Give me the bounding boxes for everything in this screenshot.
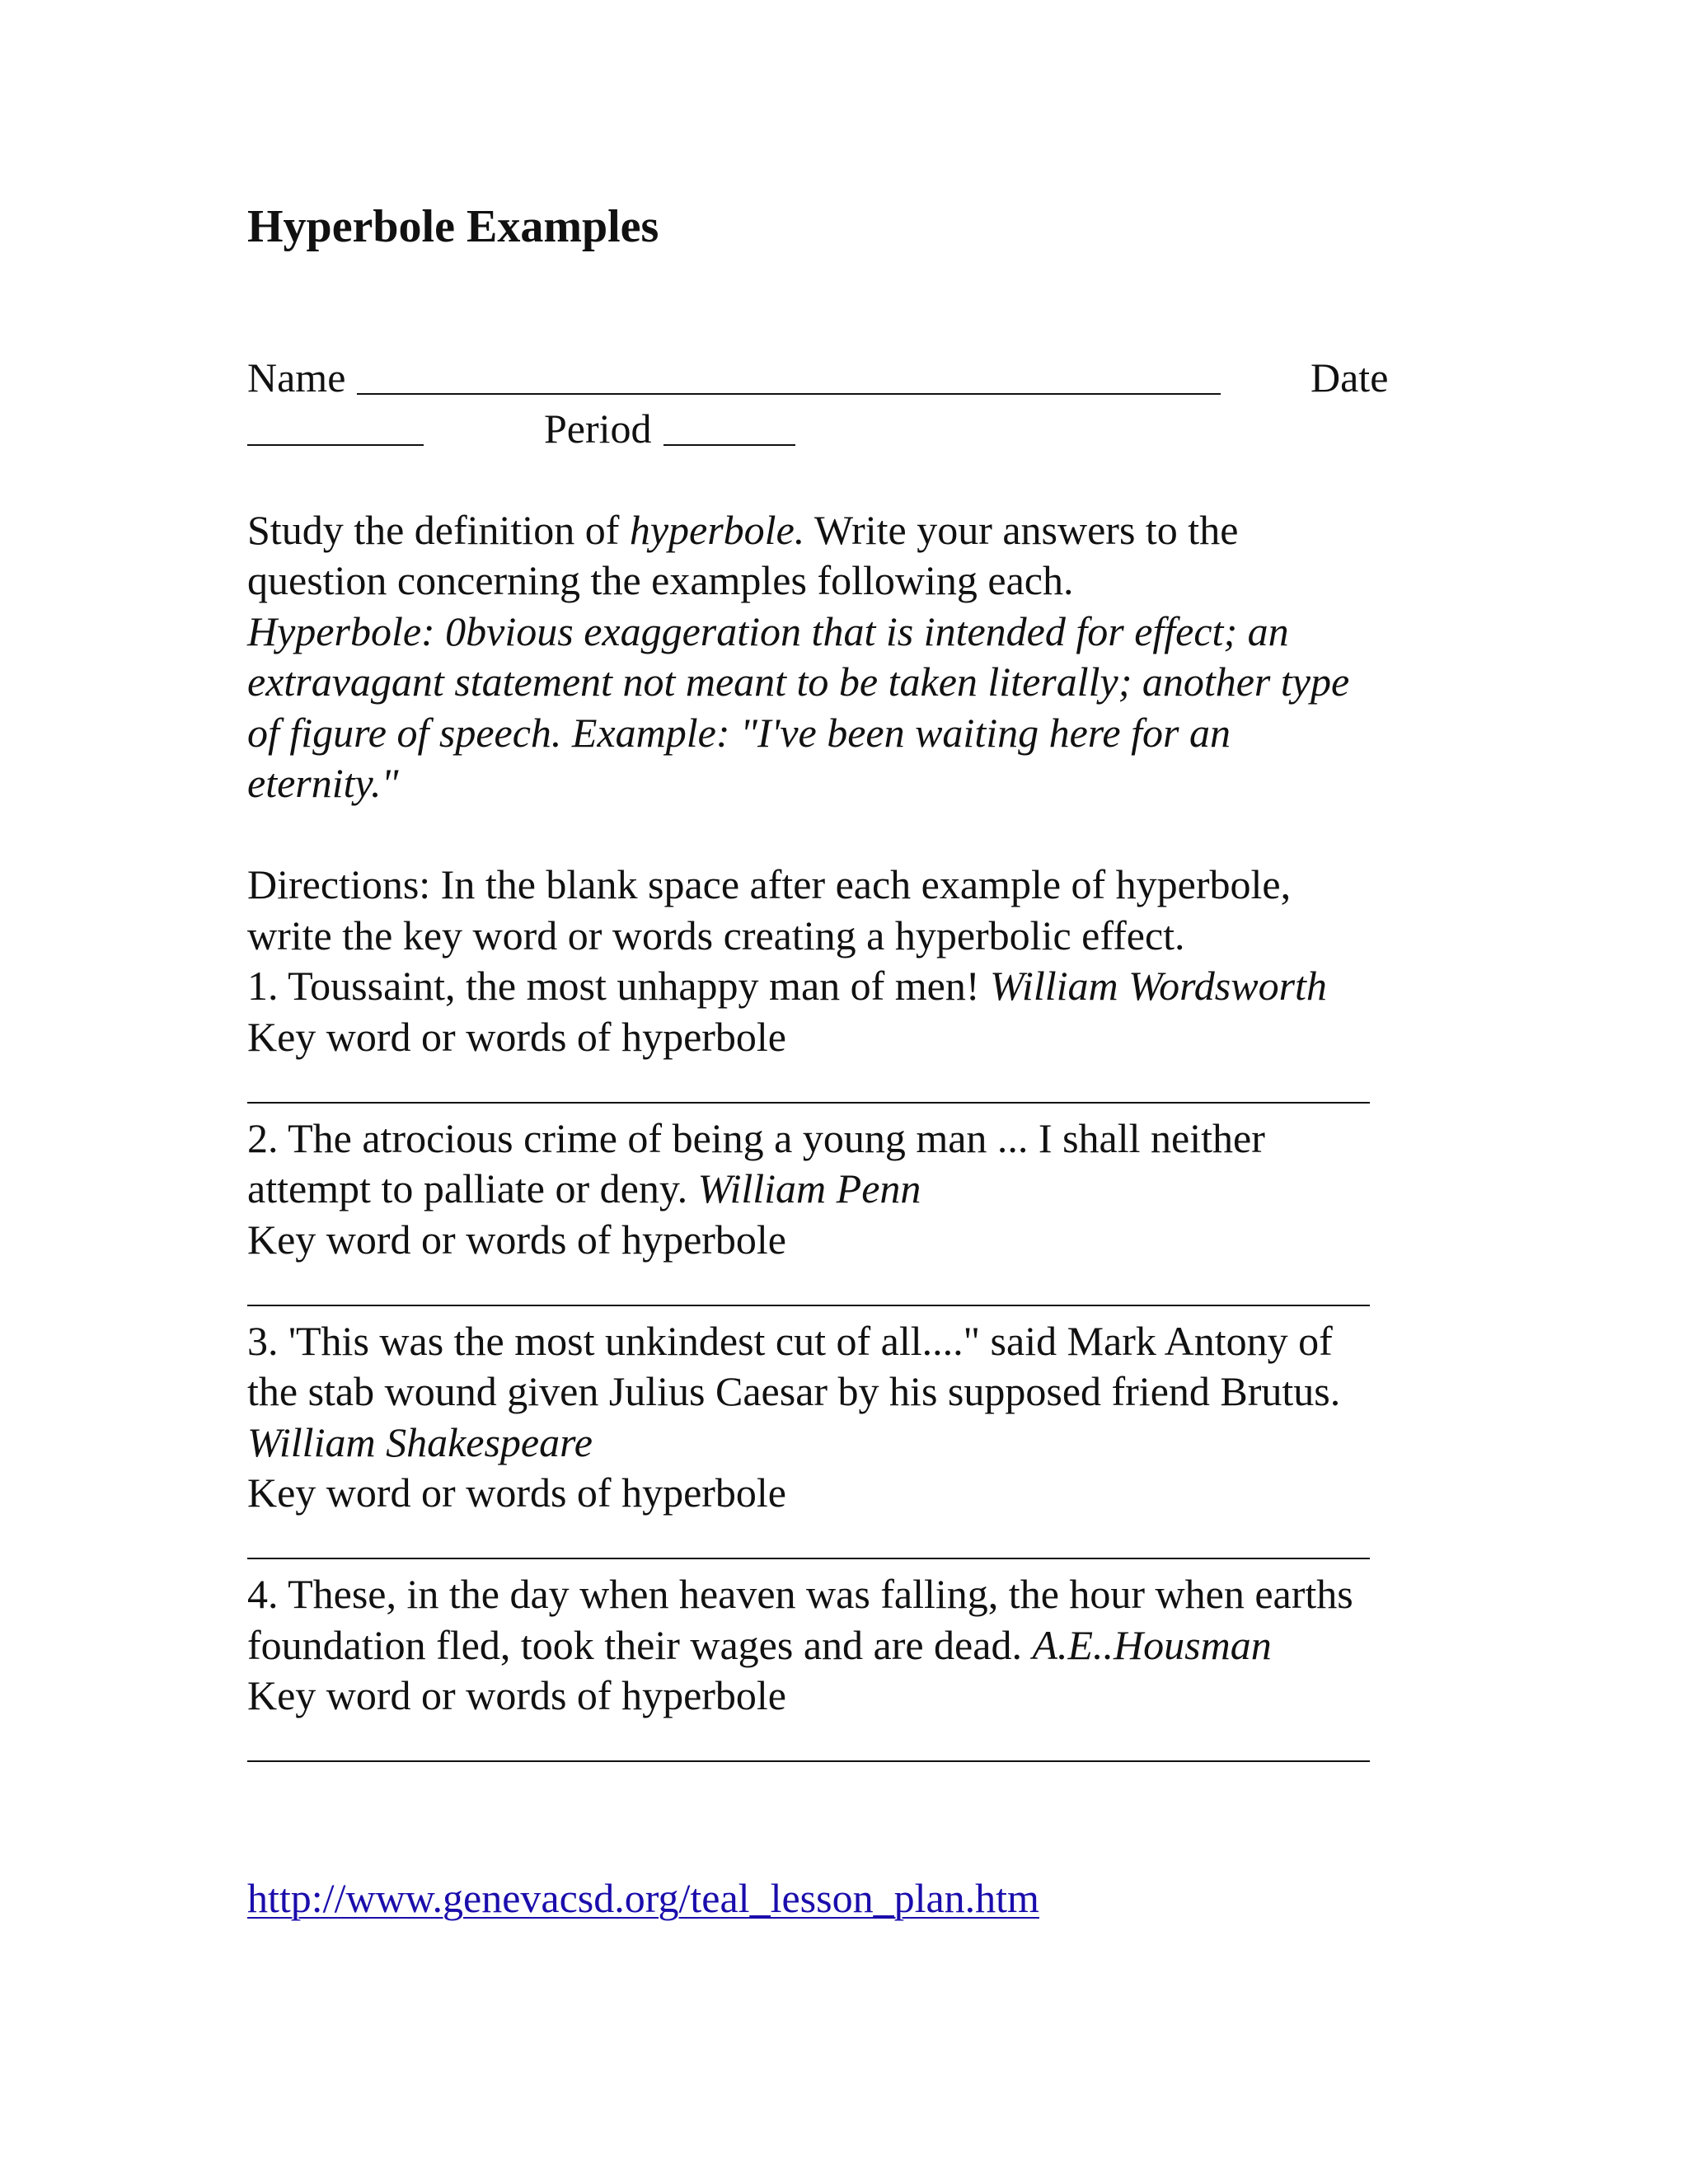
page-title: Hyperbole Examples [247, 201, 659, 252]
example-2-author: William Penn [697, 1165, 921, 1212]
intro-line-1: Study the definition of hyperbole. Write your answers to the [247, 506, 1239, 553]
directions-line: write the key word or words creating a hyperbolic effect. [247, 912, 1185, 958]
example-4-text: 4. These, in the day when heaven was falling, the hour when earths [247, 1571, 1353, 1617]
worksheet-body [247, 353, 1451, 1924]
example-3-prompt: Key word or words of hyperbole [247, 1469, 787, 1516]
example-2-text-cont: attempt to palliate or deny. William Penn [247, 1165, 921, 1212]
period-blank[interactable] [663, 443, 795, 446]
directions-line: Directions: In the blank space after each example of hyperbole, [247, 861, 1292, 907]
definition-line: eternity." [247, 760, 399, 806]
date-period-row [247, 404, 1451, 455]
example-3-author: William Shakespeare [247, 1418, 593, 1465]
example-2-prompt: Key word or words of hyperbole [247, 1216, 787, 1263]
name-label: Name [247, 354, 346, 401]
example-1-prompt: Key word or words of hyperbole [247, 1013, 787, 1060]
name-blank[interactable] [357, 392, 1221, 395]
example-4-author: A.E..Housman [1032, 1621, 1272, 1668]
definition-line: Hyperbole: 0bvious exaggeration that is intended for effect; an [247, 607, 1289, 654]
period-label: Period [544, 405, 652, 452]
example-1-text: 1. Toussaint, the most unhappy man of men! William Wordsworth [247, 963, 1327, 1009]
definition-line: extravagant statement not meant to be taken literally; another type [247, 658, 1350, 705]
example-2-text: 2. The atrocious crime of being a young man ... I shall neither [247, 1114, 1265, 1161]
source-link-row [247, 1873, 1451, 1924]
example-3-text: 3. 'This was the most unkindest cut of all...." said Mark Antony of [247, 1317, 1333, 1364]
example-4-text-cont: foundation fled, took their wages and are dead. A.E..Housman [247, 1621, 1272, 1668]
example-3-text-cont: the stab wound given Julius Caesar by his supposed friend Brutus. [247, 1368, 1341, 1414]
example-1-answer-line[interactable] [247, 1062, 1451, 1113]
source-link[interactable]: http://www.genevacsd.org/teal_lesson_plan.htm [247, 1875, 1039, 1921]
example-4-answer-line[interactable] [247, 1722, 1451, 1773]
definition-line: of figure of speech. Example: "I've been waiting here for an [247, 709, 1231, 756]
date-blank[interactable] [247, 443, 424, 446]
intro-line-2: question concerning the examples following each. [247, 557, 1074, 603]
date-label: Date [1311, 354, 1389, 401]
example-2-answer-line[interactable] [247, 1265, 1451, 1316]
name-date-row [247, 353, 1451, 404]
hyperbole-term: hyperbole. [629, 506, 805, 553]
example-3-answer-line[interactable] [247, 1519, 1451, 1570]
example-1-author: William Wordsworth [990, 963, 1327, 1009]
example-4-prompt: Key word or words of hyperbole [247, 1672, 787, 1718]
